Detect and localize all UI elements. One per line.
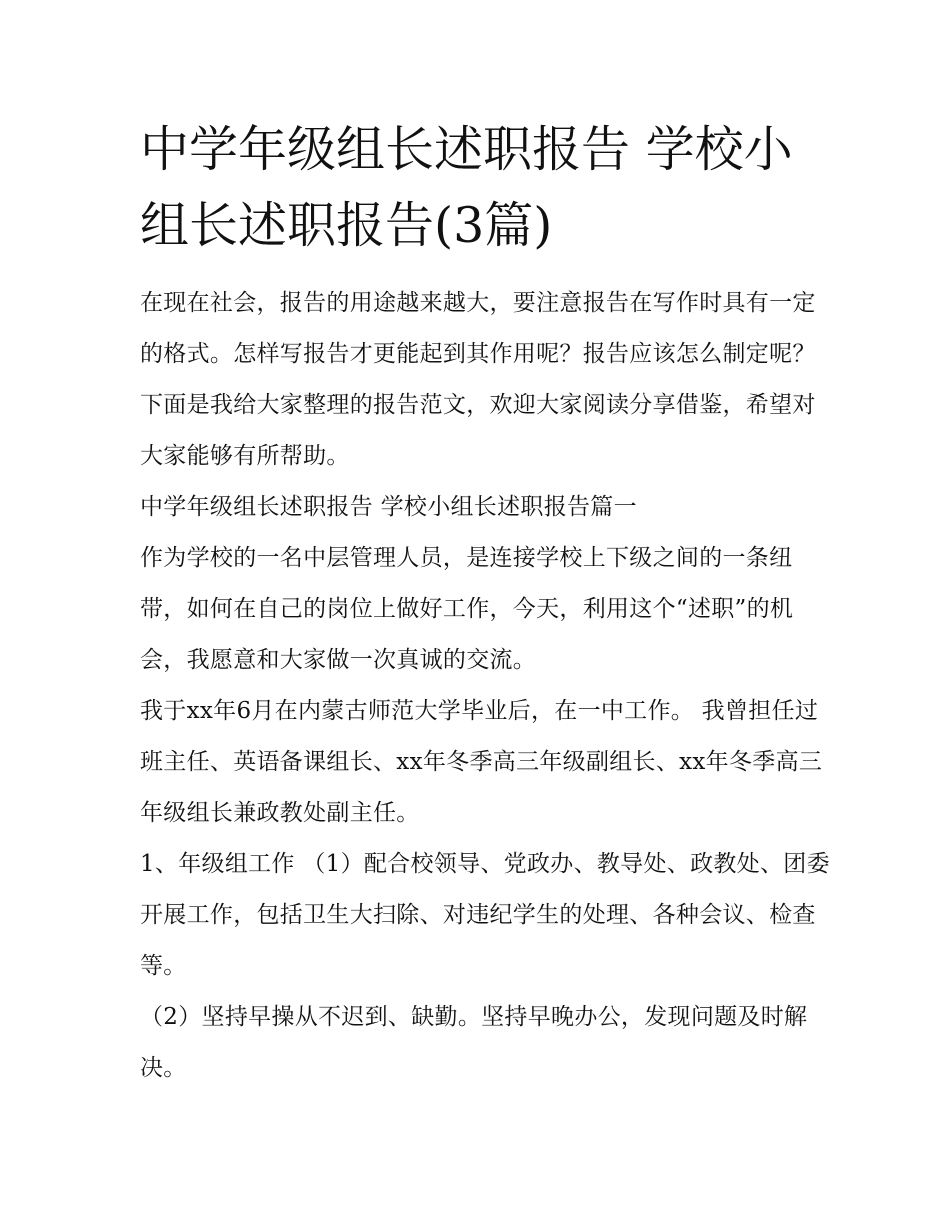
- section-heading: 中学年级组长述职报告 学校小组长述职报告篇一: [140, 494, 637, 520]
- body-paragraph: （2）坚持早操从不迟到、缺勤。坚持早晚办公，发现问题及时解决。: [140, 1004, 808, 1081]
- body-paragraph: 1、年级组工作 （1）配合校领导、党政办、教导处、政教处、团委开展工作，包括卫生大扫除、对违纪学生的处理、各种会议、检查等。: [140, 851, 830, 979]
- document-title: 中学年级组长述职报告 学校小组长述职报告(3篇): [140, 121, 793, 254]
- body-paragraph: 我于xx年6月在内蒙古师范大学毕业后，在一中工作。 我曾担任过班主任、英语备课组长、xx年冬季高三年级副组长、xx年冬季高三年级组长兼政教处副主任。: [140, 698, 823, 826]
- body-paragraph: 作为学校的一名中层管理人员，是连接学校上下级之间的一条纽带，如何在自己的岗位上做好工作，今天，利用这个“述职”的机会，我愿意和大家做一次真诚的交流。: [140, 545, 794, 673]
- document-page: [140, 112, 830, 1094]
- intro-paragraph: 在现在社会，报告的用途越来越大，要注意报告在写作时具有一定的格式。怎样写报告才更能起到其作用呢？报告应该怎么制定呢？下面是我给大家整理的报告范文，欢迎大家阅读分享借鉴，希望对大家能够有所帮助。: [140, 290, 816, 469]
